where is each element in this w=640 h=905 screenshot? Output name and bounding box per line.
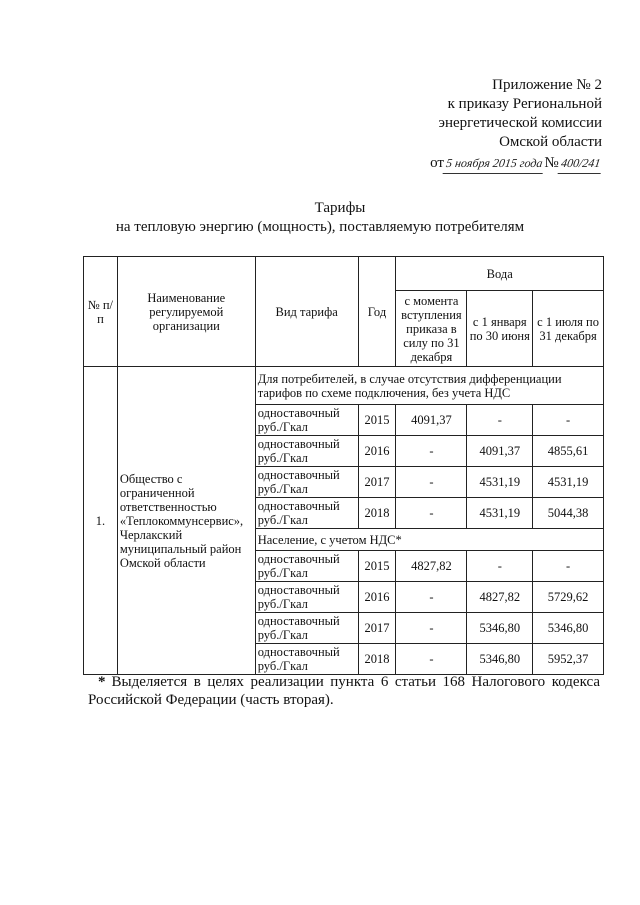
period-3-cell: -	[533, 405, 604, 436]
appendix-line-2: к приказу Региональной	[447, 96, 602, 112]
period-3-cell: 4531,19	[533, 467, 604, 498]
handwritten-date: 5 ноября 2015 года	[443, 154, 546, 174]
period-1-cell: 4091,37	[396, 405, 467, 436]
footnote	[88, 673, 600, 709]
period-2-cell: 4091,37	[467, 436, 533, 467]
appendix-line-3: энергетической комиссии	[438, 115, 602, 131]
period-3-cell: 5044,38	[533, 498, 604, 529]
period-2-cell: -	[467, 551, 533, 582]
header-year: Год	[358, 257, 396, 367]
period-3-cell: 4855,61	[533, 436, 604, 467]
period-1-cell: -	[396, 644, 467, 675]
organization-name: Общество с ограниченной ответственностью «Теплокоммунсервис», Черлакский муниципальный район Омской области	[117, 367, 255, 675]
year-cell: 2016	[358, 436, 396, 467]
period-1-cell: -	[396, 498, 467, 529]
period-1-cell: -	[396, 613, 467, 644]
appendix-line-4: Омской области	[499, 134, 602, 150]
appendix-block	[430, 76, 602, 174]
period-1-cell: -	[396, 582, 467, 613]
period-1-cell: -	[396, 467, 467, 498]
header-period-3: с 1 июля по 31 декабря	[533, 291, 604, 367]
period-1-cell: -	[396, 436, 467, 467]
tariff-type-cell: одноставочный руб./Гкал	[255, 551, 358, 582]
period-1-cell: 4827,82	[396, 551, 467, 582]
period-2-cell: 5346,80	[467, 644, 533, 675]
order-date-number	[430, 154, 602, 174]
tariff-table	[83, 256, 604, 675]
period-3-cell: 5729,62	[533, 582, 604, 613]
tariff-type-cell: одноставочный руб./Гкал	[255, 405, 358, 436]
period-2-cell: 5346,80	[467, 613, 533, 644]
handwritten-number: 400/241	[557, 154, 603, 174]
period-2-cell: 4531,19	[467, 467, 533, 498]
section-title: Население, с учетом НДС*	[255, 529, 603, 551]
tariff-type-cell: одноставочный руб./Гкал	[255, 436, 358, 467]
tariff-type-cell: одноставочный руб./Гкал	[255, 467, 358, 498]
from-prefix: от	[430, 155, 444, 171]
header-num: № п/п	[84, 257, 118, 367]
title-line-2: на тепловую энергию (мощность), поставляемую потребителям	[115, 219, 525, 235]
header-period-2: с 1 января по 30 июня	[467, 291, 533, 367]
footnote-text: Выделяется в целях реализации пункта 6 статьи 168 Налогового кодекса Российской Федерации (часть вторая).	[88, 674, 600, 708]
row-number: 1.	[84, 367, 118, 675]
header-water: Вода	[396, 257, 604, 291]
footnote-star: *	[98, 674, 106, 690]
period-3-cell: -	[533, 551, 604, 582]
year-cell: 2018	[358, 498, 396, 529]
number-prefix: №	[544, 155, 559, 171]
header-organization: Наименование регулируемой организации	[117, 257, 255, 367]
tariff-type-cell: одноставочный руб./Гкал	[255, 582, 358, 613]
year-cell: 2017	[358, 467, 396, 498]
year-cell: 2015	[358, 405, 396, 436]
appendix-line-1: Приложение № 2	[492, 77, 602, 93]
section-title: Для потребителей, в случае отсутствия дифференциации тарифов по схеме подключения, без учета НДС	[255, 367, 603, 405]
tariff-type-cell: одноставочный руб./Гкал	[255, 498, 358, 529]
header-tariff-type: Вид тарифа	[255, 257, 358, 367]
document-title	[0, 199, 640, 237]
year-cell: 2016	[358, 582, 396, 613]
tariff-type-cell: одноставочный руб./Гкал	[255, 613, 358, 644]
period-3-cell: 5952,37	[533, 644, 604, 675]
period-2-cell: -	[467, 405, 533, 436]
tariff-type-cell: одноставочный руб./Гкал	[255, 644, 358, 675]
year-cell: 2017	[358, 613, 396, 644]
title-line-1: Тарифы	[314, 200, 366, 216]
period-2-cell: 4531,19	[467, 498, 533, 529]
period-3-cell: 5346,80	[533, 613, 604, 644]
period-2-cell: 4827,82	[467, 582, 533, 613]
header-period-1: с момента вступления приказа в силу по 31 декабря	[396, 291, 467, 367]
year-cell: 2015	[358, 551, 396, 582]
year-cell: 2018	[358, 644, 396, 675]
